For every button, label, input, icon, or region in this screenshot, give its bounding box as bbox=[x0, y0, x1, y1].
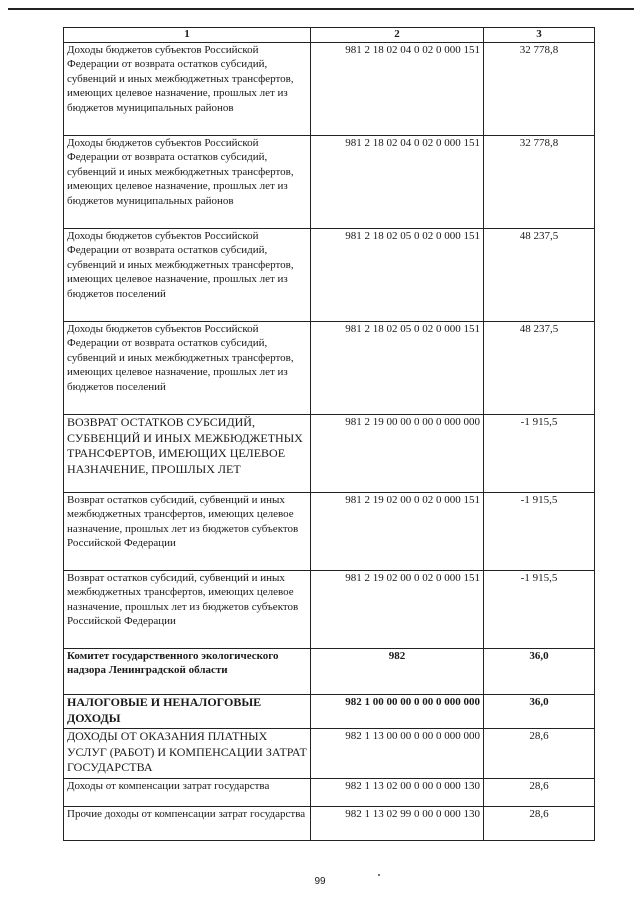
row-name: Прочие доходы от компенсации затрат государства bbox=[64, 807, 311, 841]
row-name: Доходы бюджетов субъектов Российской Федерации от возврата остатков субсидий, субвенций и иных межбюджетных трансфертов, имеющих целевое назначение, прошлых лет из бюджетов муниципальных районов bbox=[64, 43, 311, 136]
row-value: -1 915,5 bbox=[484, 493, 595, 571]
row-value: 48 237,5 bbox=[484, 229, 595, 322]
row-code: 982 bbox=[311, 649, 484, 695]
row-name: НАЛОГОВЫЕ И НЕНАЛОГОВЫЕ ДОХОДЫ bbox=[64, 695, 311, 729]
row-code: 981 2 19 02 00 0 02 0 000 151 bbox=[311, 571, 484, 649]
row-code: 981 2 19 00 00 0 00 0 000 000 bbox=[311, 415, 484, 493]
row-name: Доходы бюджетов субъектов Российской Федерации от возврата остатков субсидий, субвенций и иных межбюджетных трансфертов, имеющих целевое назначение, прошлых лет из бюджетов поселений bbox=[64, 229, 311, 322]
table-row bbox=[64, 43, 595, 136]
top-rule bbox=[8, 8, 634, 10]
table-row bbox=[64, 571, 595, 649]
row-value: 48 237,5 bbox=[484, 322, 595, 415]
row-value: 32 778,8 bbox=[484, 43, 595, 136]
header-col-2: 2 bbox=[311, 28, 484, 43]
table-row bbox=[64, 729, 595, 779]
row-code: 982 1 13 02 99 0 00 0 000 130 bbox=[311, 807, 484, 841]
row-value: -1 915,5 bbox=[484, 415, 595, 493]
row-code: 981 2 18 02 04 0 02 0 000 151 bbox=[311, 43, 484, 136]
table-row bbox=[64, 779, 595, 807]
header-row bbox=[64, 28, 595, 43]
table-row bbox=[64, 649, 595, 695]
row-value: -1 915,5 bbox=[484, 571, 595, 649]
header-col-3: 3 bbox=[484, 28, 595, 43]
row-code: 981 2 19 02 00 0 02 0 000 151 bbox=[311, 493, 484, 571]
row-name: ДОХОДЫ ОТ ОКАЗАНИЯ ПЛАТНЫХ УСЛУГ (РАБОТ) И КОМПЕНСАЦИИ ЗАТРАТ ГОСУДАРСТВА bbox=[64, 729, 311, 779]
row-name: Доходы от компенсации затрат государства bbox=[64, 779, 311, 807]
row-name: Доходы бюджетов субъектов Российской Федерации от возврата остатков субсидий, субвенций и иных межбюджетных трансфертов, имеющих целевое назначение, прошлых лет из бюджетов поселений bbox=[64, 322, 311, 415]
row-value: 28,6 bbox=[484, 807, 595, 841]
row-code: 981 2 18 02 04 0 02 0 000 151 bbox=[311, 136, 484, 229]
row-value: 32 778,8 bbox=[484, 136, 595, 229]
row-value: 28,6 bbox=[484, 779, 595, 807]
table-row bbox=[64, 322, 595, 415]
row-code: 982 1 13 02 00 0 00 0 000 130 bbox=[311, 779, 484, 807]
table-row bbox=[64, 136, 595, 229]
row-name: Возврат остатков субсидий, субвенций и иных межбюджетных трансфертов, имеющих целевое назначение, прошлых лет из бюджетов субъектов Российской Федерации bbox=[64, 571, 311, 649]
table-row bbox=[64, 229, 595, 322]
page-number: 99 bbox=[314, 876, 326, 887]
row-name: Возврат остатков субсидий, субвенций и иных межбюджетных трансфертов, имеющих целевое назначение, прошлых лет из бюджетов субъектов Российской Федерации bbox=[64, 493, 311, 571]
row-name: ВОЗВРАТ ОСТАТКОВ СУБСИДИЙ, СУБВЕНЦИЙ И ИНЫХ МЕЖБЮДЖЕТНЫХ ТРАНСФЕРТОВ, ИМЕЮЩИХ ЦЕЛЕВОЕ НАЗНАЧЕНИЕ, ПРОШЛЫХ ЛЕТ bbox=[64, 415, 311, 493]
row-code: 981 2 18 02 05 0 02 0 000 151 bbox=[311, 229, 484, 322]
row-value: 36,0 bbox=[484, 649, 595, 695]
table-row bbox=[64, 695, 595, 729]
budget-revenue-table bbox=[63, 27, 595, 841]
row-value: 36,0 bbox=[484, 695, 595, 729]
row-code: 982 1 13 00 00 0 00 0 000 000 bbox=[311, 729, 484, 779]
row-code: 981 2 18 02 05 0 02 0 000 151 bbox=[311, 322, 484, 415]
row-value: 28,6 bbox=[484, 729, 595, 779]
row-name: Доходы бюджетов субъектов Российской Федерации от возврата остатков субсидий, субвенций и иных межбюджетных трансфертов, имеющих целевое назначение, прошлых лет из бюджетов муниципальных районов bbox=[64, 136, 311, 229]
table-row bbox=[64, 807, 595, 841]
row-name: Комитет государственного экологического надзора Ленинградской области bbox=[64, 649, 311, 695]
row-code: 982 1 00 00 00 0 00 0 000 000 bbox=[311, 695, 484, 729]
header-col-1: 1 bbox=[64, 28, 311, 43]
table-row bbox=[64, 415, 595, 493]
table-row bbox=[64, 493, 595, 571]
